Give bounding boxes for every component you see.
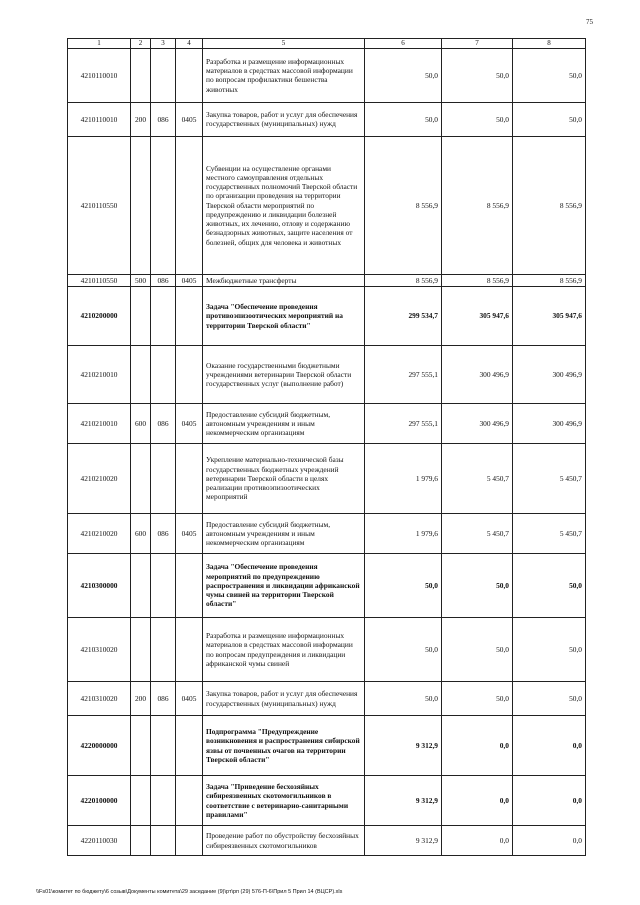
cell-code: 4210210010 bbox=[68, 346, 131, 404]
table-row bbox=[68, 554, 586, 618]
cell-v8: 305 947,6 bbox=[513, 287, 586, 346]
cell-c4 bbox=[176, 287, 203, 346]
cell-v7: 5 450,7 bbox=[442, 444, 513, 514]
col-header-6: 6 bbox=[365, 39, 442, 49]
cell-text: Разработка и размещение информационных материалов в средствах массовой информации по вопросам предупреждения и ликвидации африканской чумы свиней bbox=[203, 618, 365, 682]
table-row bbox=[68, 618, 586, 682]
cell-text: Предоставление субсидий бюджетным, автономным учреждениям и иным некоммерческим организациям bbox=[203, 404, 365, 444]
cell-v7: 50,0 bbox=[442, 554, 513, 618]
cell-v6: 50,0 bbox=[365, 102, 442, 136]
cell-v7: 305 947,6 bbox=[442, 287, 513, 346]
cell-v6: 8 556,9 bbox=[365, 274, 442, 286]
cell-code: 4220000000 bbox=[68, 716, 131, 776]
cell-code: 4210210010 bbox=[68, 404, 131, 444]
cell-v6: 299 534,7 bbox=[365, 287, 442, 346]
table-row bbox=[68, 48, 586, 102]
cell-text: Задача "Обеспечение проведения мероприятий по предупреждению распространения и ликвидации африканской чумы свиней на территории Тверской области" bbox=[203, 554, 365, 618]
cell-v8: 0,0 bbox=[513, 716, 586, 776]
cell-code: 4210110550 bbox=[68, 274, 131, 286]
cell-c4 bbox=[176, 554, 203, 618]
table-row bbox=[68, 444, 586, 514]
cell-v6: 50,0 bbox=[365, 554, 442, 618]
cell-c2: 200 bbox=[131, 102, 151, 136]
cell-text: Закупка товаров, работ и услуг для обеспечения государственных (муниципальных) нужд bbox=[203, 102, 365, 136]
table-row bbox=[68, 826, 586, 856]
cell-c2: 500 bbox=[131, 274, 151, 286]
table-row bbox=[68, 514, 586, 554]
cell-c3: 086 bbox=[151, 514, 176, 554]
col-header-4: 4 bbox=[176, 39, 203, 49]
cell-v7: 50,0 bbox=[442, 102, 513, 136]
cell-text: Укрепление материально-технической базы государственных бюджетных учреждений ветеринарии Тверской области в целях реализации противоэпизоотических мероприятий bbox=[203, 444, 365, 514]
cell-c4: 0405 bbox=[176, 514, 203, 554]
cell-v6: 9 312,9 bbox=[365, 716, 442, 776]
col-header-7: 7 bbox=[442, 39, 513, 49]
cell-v8: 50,0 bbox=[513, 682, 586, 716]
budget-table bbox=[67, 38, 586, 856]
col-header-2: 2 bbox=[131, 39, 151, 49]
cell-text: Задача "Приведение бесхозяйных сибиреязвенных скотомогильников в соответствие с ветеринарно-санитарными правилами" bbox=[203, 776, 365, 826]
cell-v6: 8 556,9 bbox=[365, 136, 442, 274]
cell-code: 4210200000 bbox=[68, 287, 131, 346]
table-row bbox=[68, 346, 586, 404]
cell-v8: 50,0 bbox=[513, 554, 586, 618]
cell-text: Субвенции на осуществление органами местного самоуправления отдельных государственных полномочий Тверской области по организации проведения на территории Тверской области мероприятий по предупреждению и ликвидации болезней животных, их лечению, отлову и содержанию безнадзорных животных, защите населения от болезней, общих для человека и животных bbox=[203, 136, 365, 274]
cell-c2 bbox=[131, 48, 151, 102]
cell-v6: 50,0 bbox=[365, 682, 442, 716]
table-row bbox=[68, 136, 586, 274]
table-row bbox=[68, 776, 586, 826]
cell-c2 bbox=[131, 444, 151, 514]
cell-c4: 0405 bbox=[176, 102, 203, 136]
cell-code: 4210310020 bbox=[68, 682, 131, 716]
cell-c4: 0405 bbox=[176, 404, 203, 444]
cell-c2 bbox=[131, 618, 151, 682]
cell-c2: 600 bbox=[131, 404, 151, 444]
cell-code: 4210110010 bbox=[68, 48, 131, 102]
cell-v6: 297 555,1 bbox=[365, 404, 442, 444]
col-header-1: 1 bbox=[68, 39, 131, 49]
page-number: 75 bbox=[586, 18, 593, 26]
cell-c4: 0405 bbox=[176, 274, 203, 286]
cell-c4 bbox=[176, 48, 203, 102]
cell-v7: 50,0 bbox=[442, 48, 513, 102]
cell-v8: 5 450,7 bbox=[513, 514, 586, 554]
cell-c2 bbox=[131, 716, 151, 776]
col-header-3: 3 bbox=[151, 39, 176, 49]
cell-c3 bbox=[151, 444, 176, 514]
cell-v8: 0,0 bbox=[513, 826, 586, 856]
cell-code: 4220100000 bbox=[68, 776, 131, 826]
cell-text: Межбюджетные трансферты bbox=[203, 274, 365, 286]
cell-v7: 300 496,9 bbox=[442, 346, 513, 404]
table-row bbox=[68, 404, 586, 444]
cell-v7: 8 556,9 bbox=[442, 274, 513, 286]
cell-text: Подпрограмма "Предупреждение возникновения и распространения сибирской язвы от почвенных очагов на территории Тверской области" bbox=[203, 716, 365, 776]
cell-c2 bbox=[131, 776, 151, 826]
cell-c4 bbox=[176, 444, 203, 514]
col-header-5: 5 bbox=[203, 39, 365, 49]
cell-v7: 50,0 bbox=[442, 618, 513, 682]
cell-c3: 086 bbox=[151, 102, 176, 136]
cell-c4: 0405 bbox=[176, 682, 203, 716]
cell-c3 bbox=[151, 618, 176, 682]
table-row bbox=[68, 102, 586, 136]
cell-c4 bbox=[176, 716, 203, 776]
cell-c2 bbox=[131, 554, 151, 618]
table-row bbox=[68, 274, 586, 286]
cell-c3: 086 bbox=[151, 682, 176, 716]
cell-v6: 297 555,1 bbox=[365, 346, 442, 404]
cell-v8: 0,0 bbox=[513, 776, 586, 826]
col-header-8: 8 bbox=[513, 39, 586, 49]
cell-v8: 50,0 bbox=[513, 102, 586, 136]
cell-c4 bbox=[176, 346, 203, 404]
cell-code: 4210210020 bbox=[68, 514, 131, 554]
cell-code: 4210110550 bbox=[68, 136, 131, 274]
cell-v7: 0,0 bbox=[442, 776, 513, 826]
table-row bbox=[68, 716, 586, 776]
cell-c2 bbox=[131, 136, 151, 274]
table-row bbox=[68, 682, 586, 716]
cell-c3: 086 bbox=[151, 274, 176, 286]
cell-v8: 50,0 bbox=[513, 48, 586, 102]
cell-text: Закупка товаров, работ и услуг для обеспечения государственных (муниципальных) нужд bbox=[203, 682, 365, 716]
cell-code: 4220110030 bbox=[68, 826, 131, 856]
cell-c4 bbox=[176, 826, 203, 856]
cell-v7: 0,0 bbox=[442, 826, 513, 856]
cell-v6: 50,0 bbox=[365, 618, 442, 682]
cell-v8: 300 496,9 bbox=[513, 346, 586, 404]
cell-code: 4210300000 bbox=[68, 554, 131, 618]
cell-text: Задача "Обеспечение проведения противоэпизоотических мероприятий на территории Тверской области" bbox=[203, 287, 365, 346]
header-row bbox=[68, 39, 586, 49]
cell-c3 bbox=[151, 48, 176, 102]
cell-c3 bbox=[151, 554, 176, 618]
cell-text: Разработка и размещение информационных материалов в средствах массовой информации по вопросам профилактики бешенства животных bbox=[203, 48, 365, 102]
cell-v6: 50,0 bbox=[365, 48, 442, 102]
file-path-footer: \\Fs01\комитет по бюджету\6 созыв\Документы комитета\29 заседание (9)\рт\рп (29) 576-П-6\Прил 5 Прил 14 (ВЦСР).xls bbox=[36, 889, 343, 895]
cell-v6: 1 979,6 bbox=[365, 444, 442, 514]
cell-code: 4210310020 bbox=[68, 618, 131, 682]
cell-c2: 200 bbox=[131, 682, 151, 716]
cell-v7: 300 496,9 bbox=[442, 404, 513, 444]
cell-c3 bbox=[151, 776, 176, 826]
cell-c3 bbox=[151, 136, 176, 274]
cell-v8: 50,0 bbox=[513, 618, 586, 682]
cell-code: 4210110010 bbox=[68, 102, 131, 136]
cell-v7: 50,0 bbox=[442, 682, 513, 716]
cell-v8: 300 496,9 bbox=[513, 404, 586, 444]
cell-text: Предоставление субсидий бюджетным, автономным учреждениям и иным некоммерческим организациям bbox=[203, 514, 365, 554]
cell-c3 bbox=[151, 346, 176, 404]
cell-c3: 086 bbox=[151, 404, 176, 444]
cell-v8: 8 556,9 bbox=[513, 274, 586, 286]
cell-c2 bbox=[131, 287, 151, 346]
cell-c2: 600 bbox=[131, 514, 151, 554]
cell-text: Оказание государственными бюджетными учреждениями ветеринарии Тверской области государственных услуг (выполнение работ) bbox=[203, 346, 365, 404]
cell-code: 4210210020 bbox=[68, 444, 131, 514]
cell-c4 bbox=[176, 618, 203, 682]
cell-v6: 9 312,9 bbox=[365, 826, 442, 856]
cell-v7: 5 450,7 bbox=[442, 514, 513, 554]
cell-v8: 8 556,9 bbox=[513, 136, 586, 274]
cell-c4 bbox=[176, 136, 203, 274]
cell-c3 bbox=[151, 826, 176, 856]
cell-v7: 0,0 bbox=[442, 716, 513, 776]
cell-v6: 1 979,6 bbox=[365, 514, 442, 554]
cell-c3 bbox=[151, 287, 176, 346]
cell-c3 bbox=[151, 716, 176, 776]
table-row bbox=[68, 287, 586, 346]
cell-v8: 5 450,7 bbox=[513, 444, 586, 514]
cell-c4 bbox=[176, 776, 203, 826]
cell-text: Проведение работ по обустройству бесхозяйных сибиреязвенных скотомогильников bbox=[203, 826, 365, 856]
cell-c2 bbox=[131, 826, 151, 856]
cell-v7: 8 556,9 bbox=[442, 136, 513, 274]
cell-v6: 9 312,9 bbox=[365, 776, 442, 826]
cell-c2 bbox=[131, 346, 151, 404]
